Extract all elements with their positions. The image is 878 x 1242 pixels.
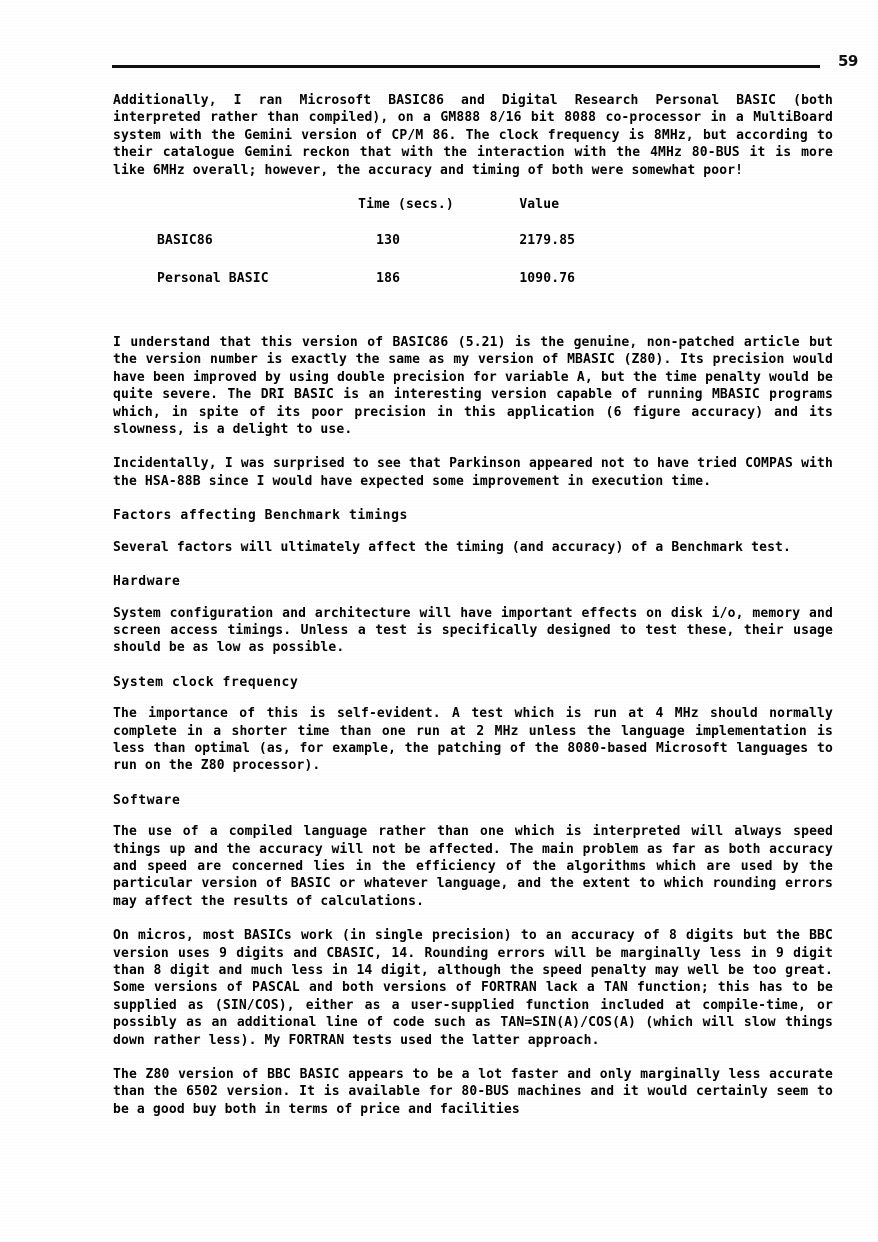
heading-factors-affecting-benchmark-timings: Factors affecting Benchmark timings <box>113 508 408 524</box>
table-body <box>113 232 673 308</box>
cell-language: BASIC86 <box>157 233 213 249</box>
table-header-row <box>113 196 673 232</box>
paragraph-understand: I understand that this version of BASIC86 (5.21) is the genuine, non-patched article but the version number is exactly the same as my version of MBASIC (Z80). Its precision would have been improved by using double precision for variable A, but the time penalty would be quite severe. The DRI BASIC is an interesting version capable of running MBASIC programs which, in spite of its poor precision in this application (6 figure accuracy) and its slowness, is a delight to use. <box>113 335 833 438</box>
paragraph-incidentally: Incidentally, I was surprised to see that Parkinson appeared not to have tried COMPAS with the HSA-88B since I would have expected some improvement in execution time. <box>113 456 833 489</box>
cell-time: 186 <box>376 271 401 287</box>
header-rule <box>112 65 820 68</box>
cell-time: 130 <box>376 233 401 249</box>
paragraph-z80-bbc-basic: The Z80 version of BBC BASIC appears to be a lot faster and only marginally less accurate than the 6502 version. It is available for 80-BUS machines and it would certainly seem to be a good buy both in terms of price and facilities <box>113 1067 833 1117</box>
paragraph-on-micros: On micros, most BASICs work (in single precision) to an accuracy of 8 digits but the BBC version uses 9 digits and CBASIC, 14. Rounding errors will be marginally less in 9 digit than 8 digit and much less in 14 digit, although the speed penalty may well be too great. Some versions of PASCAL and both versions of FORTRAN lack a TAN function; this has to be supplied as (SIN/COS), either as a user-supplied function included at compile-time, or possibly as an additional line of code such as TAN=SIN(A)/COS(A) (which will slow things down rather less). My FORTRAN tests used the latter approach. <box>113 928 833 1048</box>
heading-system-clock-frequency: System clock frequency <box>113 674 299 690</box>
table-row <box>113 232 673 270</box>
paragraph-system-clock-frequency: The importance of this is self-evident. A test which is run at 4 MHz should normally complete in a shorter time than one run at 2 MHz unless the language implementation is less than optimal (as, for example, the patching of the 8080-based Microsoft languages to run on the Z80 processor). <box>113 706 833 774</box>
paragraph-hardware: System configuration and architecture will have important effects on disk i/o, memory and screen access timings. Unless a test is specifically designed to test these, their usage should be as low as possible. <box>113 605 833 656</box>
column-header-label <box>113 196 358 232</box>
paragraph-software: The use of a compiled language rather than one which is interpreted will always speed things up and the accuracy will not be affected. The main problem as far as both accuracy and speed are concerned lies in the efficiency of the algorithms which are used by the particular version of BASIC or whatever language, and the extent to which rounding errors may affect the results of calculations. <box>113 824 833 909</box>
cell-value: 1090.76 <box>519 271 576 287</box>
paragraph-additionally: Additionally, I ran Microsoft BASIC86 and Digital Research Personal BASIC (both interpreted rather than compiled), on a GM888 8/16 bit 8088 co-processor in a MultiBoard system with the Gemini version of CP/M 86. The clock frequency is 8MHz, but according to their catalogue Gemini reckon that with the interaction with the 4MHz 80-BUS it is more like 6MHz overall; however, the accuracy and timing of both were somewhat poor! <box>113 93 833 178</box>
heading-software: Software <box>113 792 181 808</box>
cell-value: 2179.85 <box>519 233 576 249</box>
heading-hardware: Hardware <box>113 574 181 590</box>
column-header-value: Value <box>519 197 560 213</box>
page-body <box>113 92 833 1135</box>
table-row <box>113 270 673 308</box>
column-header-time: Time (secs.) <box>358 197 454 213</box>
cell-language: Personal BASIC <box>157 271 269 287</box>
benchmark-results-table <box>113 196 673 308</box>
page-number: 59 <box>838 52 858 70</box>
table-head <box>113 196 673 232</box>
page-header <box>0 52 878 80</box>
paragraph-several-factors: Several factors will ultimately affect the timing (and accuracy) of a Benchmark test. <box>113 539 792 555</box>
